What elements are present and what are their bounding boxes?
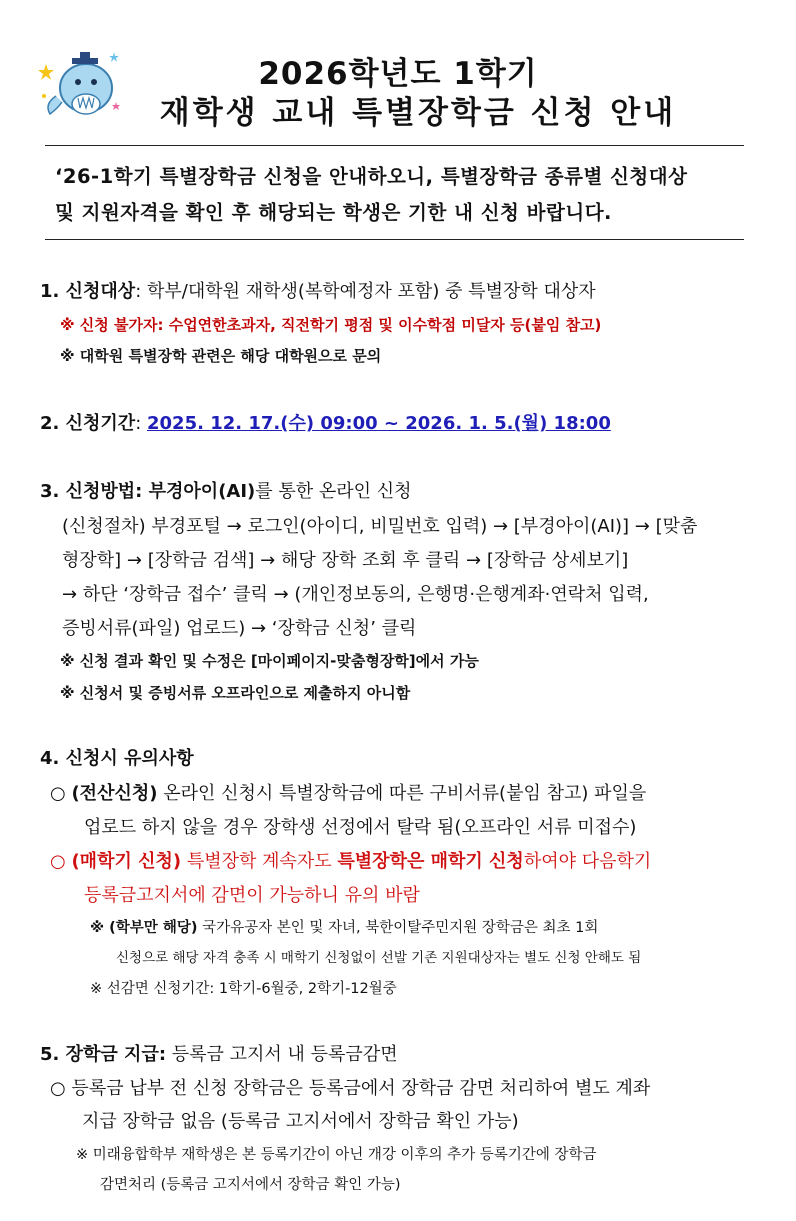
section-4 xyxy=(40,744,194,770)
caution-item-electronic xyxy=(50,779,646,805)
caution-note-pre-reduction: ※ 선감면 신청기간: 1학기-6월중, 2학기-12월중 xyxy=(90,981,397,997)
section-1-text: : 학부/대학원 재학생(복학예정자 포함) 중 특별장학 대상자 xyxy=(135,281,596,302)
caution-strong-every-semester: 특별장학은 매학기 신청 xyxy=(337,851,524,872)
application-period: 2025. 12. 17.(수) 09:00 ~ 2026. 1. 5.(월) 18:00 xyxy=(147,413,611,434)
caution-note-undergrad xyxy=(90,916,598,937)
divider-top xyxy=(45,145,744,146)
caution-line-electronic-2: 업로드 하지 않을 경우 장학생 선정에서 탈락 됨(오프라인 서류 미접수) xyxy=(84,817,637,838)
section-3-heading: 3. 신청방법: 부경아이(AI) xyxy=(40,481,256,502)
caution-note-undergrad-2: 신청으로 해당 자격 충족 시 매학기 신청없이 선발 기존 지원대상자는 별도 신청 안해도 됨 xyxy=(116,950,642,966)
section-2-heading: 2. 신청기간 xyxy=(40,413,136,434)
intro-line-2: 및 지원자격을 확인 후 해당되는 학생은 기한 내 신청 바랍니다. xyxy=(55,201,612,224)
section-3-text: 를 통한 온라인 신청 xyxy=(255,481,412,502)
intro-line-1: ‘26-1학기 특별장학금 신청을 안내하오니, 특별장학금 종류별 신청대상 xyxy=(55,165,688,188)
caution-label-electronic: (전산신청) xyxy=(71,783,158,804)
caution-note-undergrad-text: 국가유공자 본인 및 자녀, 북한이탈주민지원 장학금은 최초 1회 xyxy=(197,920,599,936)
payment-item: ○ 등록금 납부 전 신청 장학금은 등록금에서 장학금 감면 처리하여 별도 계좌 xyxy=(50,1078,651,1099)
section-2 xyxy=(40,409,611,435)
section-3-note-offline: ※ 신청서 및 증빙서류 오프라인으로 제출하지 아니함 xyxy=(60,684,411,702)
title-line-2: 재학생 교내 특별장학금 신청 안내 xyxy=(159,95,677,131)
procedure-line-3: → 하단 ‘장학금 접수’ 클릭 → (개인정보동의, 은행명·은행계좌·연락처 입력, xyxy=(62,584,649,605)
section-5-text: 등록금 고지서 내 등록금감면 xyxy=(166,1044,398,1065)
section-3 xyxy=(40,477,412,503)
caution-note-undergrad-label: ※ (학부만 해당) xyxy=(90,920,198,936)
section-4-heading: 4. 신청시 유의사항 xyxy=(40,748,194,769)
procedure-line-4: 증빙서류(파일) 업로드) → ‘장학금 신청’ 클릭 xyxy=(62,618,417,639)
caution-text-every-semester-2: 하여야 다음학기 xyxy=(523,851,652,872)
caution-label-every-semester: (매학기 신청) xyxy=(71,851,182,872)
caution-text-every-semester: 특별장학 계속자도 xyxy=(181,851,338,872)
caution-item-every-semester xyxy=(50,847,651,873)
divider-bottom xyxy=(45,239,744,240)
section-1-note-restricted: ※ 신청 불가자: 수업연한초과자, 직전학기 평점 및 이수학점 미달자 등(붙임 참고) xyxy=(60,316,602,334)
procedure-line-1: (신청절차) 부경포털 → 로그인(아이디, 비밀번호 입력) → [부경아이(AI)] → [맞춤 xyxy=(62,516,698,537)
payment-item-line-2: 지급 장학금 없음 (등록금 고지서에서 장학금 확인 가능) xyxy=(82,1111,519,1132)
bullet: ○ xyxy=(50,783,66,804)
section-2-colon: : xyxy=(135,413,142,434)
bullet: ○ xyxy=(50,851,66,872)
title-line-1: 2026학년도 1학기 xyxy=(258,56,538,92)
payment-note-future-convergence: ※ 미래융합학부 재학생은 본 등록기간이 아닌 개강 이후의 추가 등록기간에 장학금 xyxy=(76,1147,597,1163)
section-1-heading: 1. 신청대상 xyxy=(40,281,136,302)
section-5 xyxy=(40,1040,398,1066)
section-1 xyxy=(40,277,596,303)
caution-text-electronic: 온라인 신청시 특별장학금에 따른 구비서류(붙임 참고) 파일을 xyxy=(157,783,647,804)
caution-line-every-semester-2: 등록금고지서에 감면이 가능하니 유의 바람 xyxy=(84,885,420,906)
section-3-note-mypage: ※ 신청 결과 확인 및 수정은 [마이페이지-맞춤형장학]에서 가능 xyxy=(60,652,479,670)
section-1-note-graduate: ※ 대학원 특별장학 관련은 해당 대학원으로 문의 xyxy=(60,347,382,365)
section-5-heading: 5. 장학금 지급: xyxy=(40,1044,167,1065)
payment-note-future-convergence-2: 감면처리 (등록금 고지서에서 장학금 확인 가능) xyxy=(100,1177,401,1193)
procedure-line-2: 형장학] → [장학금 검색] → 해당 장학 조회 후 클릭 → [장학금 상세보기] xyxy=(62,550,629,571)
